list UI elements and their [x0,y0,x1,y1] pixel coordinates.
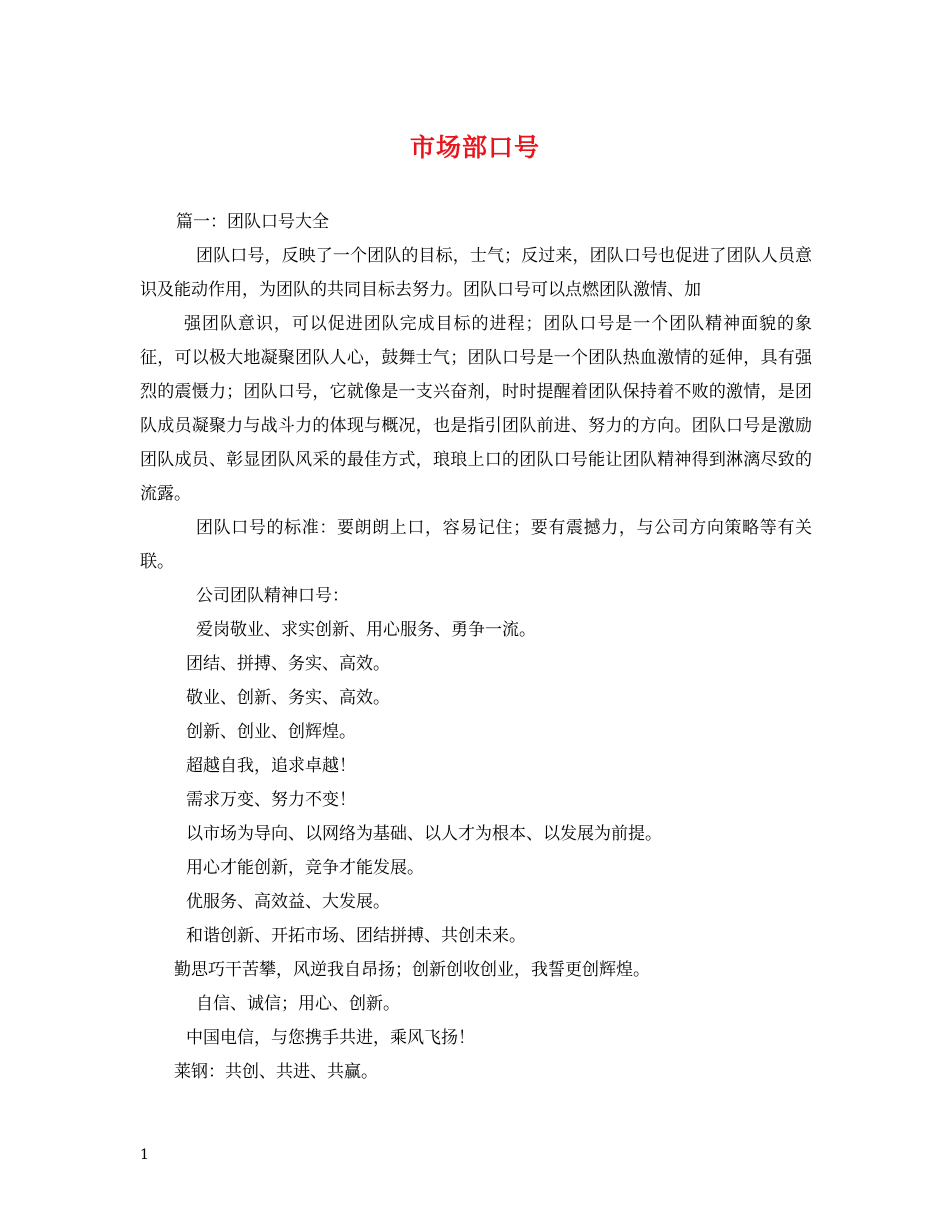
slogan-item: 需求万变、努力不变！ [186,790,356,810]
document-body [140,205,812,1089]
slogan-item: 莱钢：共创、共进、共赢。 [174,1062,378,1082]
slogan-item: 以市场为导向、以网络为基础、以人才为根本、以发展为前提。 [186,824,662,844]
slogans-heading: 公司团队精神口号： [196,586,349,606]
page-number: 1 [140,1147,149,1163]
slogan-item: 敬业、创新、务实、高效。 [186,688,390,708]
slogan-item: 爱岗敬业、求实创新、用心服务、勇争一流。 [196,620,536,640]
paragraph-standard: 团队口号的标准：要朗朗上口，容易记住；要有震撼力，与公司方向策略等有关联。 [140,518,812,572]
slogan-item: 创新、创业、创辉煌。 [186,722,356,742]
slogan-item: 超越自我，追求卓越！ [186,756,356,776]
document-title: 市场部口号 [409,133,540,162]
slogan-item: 中国电信，与您携手共进，乘风飞扬！ [186,1028,475,1048]
slogan-item: 勤思巧干苦攀，风逆我自昂扬；创新创收创业，我誓更创辉煌。 [174,960,650,980]
slogan-item: 和谐创新、开拓市场、团结拼搏、共创未来。 [186,926,526,946]
section-heading: 篇一：团队口号大全 [176,212,329,232]
slogan-item: 用心才能创新，竞争才能发展。 [186,858,424,878]
slogan-item: 团结、拼搏、务实、高效。 [186,654,390,674]
slogan-item: 自信、诚信；用心、创新。 [196,994,400,1014]
paragraph-continued: 强团队意识，可以促进团队完成目标的进程；团队口号是一个团队精神面貌的象征，可以极大地凝聚团队人心，鼓舞士气；团队口号是一个团队热血激情的延伸，具有强烈的震慑力；团队口号，它就像是一支兴奋剂，时时提醒着团队保持着不败的激情，是团队成员凝聚力与战斗力的体现与概况，也是指引团队前进、努力的方向。团队口号是激励团队成员、彰显团队风采的最佳方式，琅琅上口的团队口号能让团队精神得到淋漓尽致的流露。 [140,314,812,504]
paragraph-intro: 团队口号，反映了一个团队的目标，士气；反过来，团队口号也促进了团队人员意识及能动作用，为团队的共同目标去努力。团队口号可以点燃团队激情、加 [140,246,812,300]
slogan-item: 优服务、高效益、大发展。 [186,892,390,912]
